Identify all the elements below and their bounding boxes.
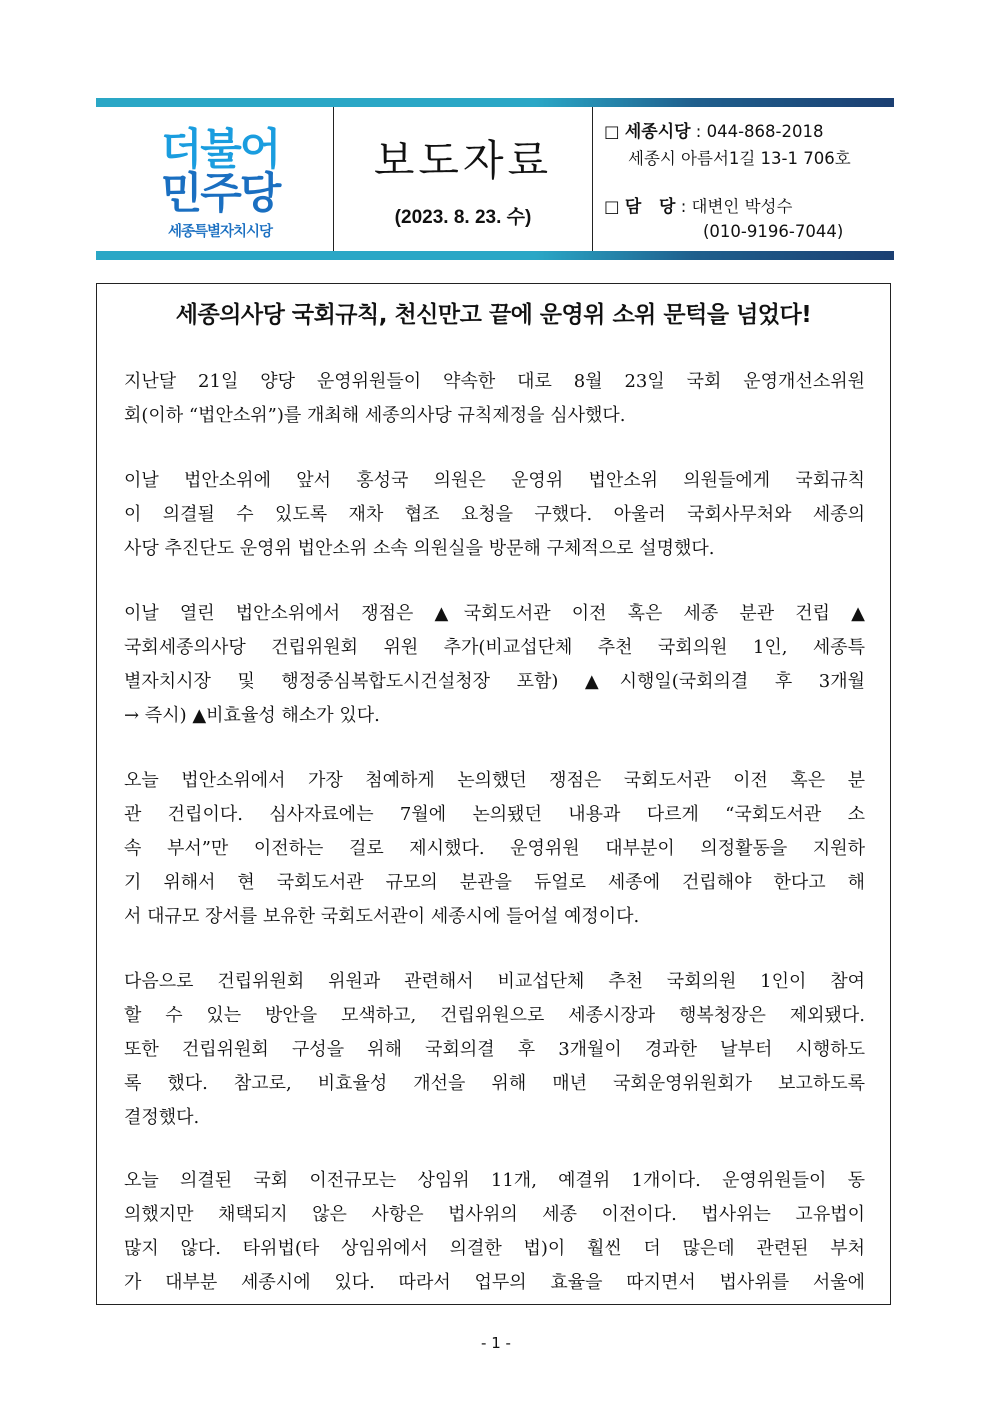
paragraph-line: 록 했다. 참고로, 비효율성 개선을 위해 매년 국회운영위원회가 보고하도록 xyxy=(124,1073,865,1094)
party-logo xyxy=(140,125,300,241)
logo-line-3: 세종특별자치시당 xyxy=(167,224,273,240)
paragraph-line: 오늘 법안소위에서 가장 첨예하게 논의했던 쟁점은 국회도서관 이전 혹은 분 xyxy=(124,770,865,791)
paragraph-line: 많지 않다. 타위법(타 상임위에서 의결한 법)이 훨씬 더 많은데 관련된 부처 xyxy=(124,1238,865,1259)
header-divider xyxy=(592,107,593,251)
paragraph-line: 이 의결될 수 있도록 재차 협조 요청을 구했다. 아울러 국회사무처와 세종의 xyxy=(124,504,865,525)
paragraph-line: 또한 건립위원회 구성을 위해 국회의결 후 3개월이 경과한 날부터 시행하도 xyxy=(124,1039,865,1060)
paragraph-5 xyxy=(124,965,865,1135)
paragraph-1 xyxy=(124,365,865,433)
paragraph-line: 의했지만 채택되지 않은 사항은 법사위의 세종 이전이다. 법사위는 고유법이 xyxy=(124,1204,865,1225)
article-headline: 세종의사당 국회규칙, 천신만고 끝에 운영위 소위 문턱을 넘었다! xyxy=(175,302,812,328)
article-box xyxy=(96,283,891,1305)
paragraph-line: 사당 추진단도 운영위 법안소위 소속 의원실을 방문해 구체적으로 설명했다. xyxy=(124,538,715,559)
contact-phone: : 044-868-2018 xyxy=(695,122,824,141)
paragraph-4 xyxy=(124,764,865,934)
paragraph-line: 지난달 21일 양당 운영위원들이 약속한 대로 8월 23일 국회 운영개선소위원 xyxy=(124,371,865,392)
paragraph-line: 다음으로 건립위원회 위원과 관련해서 비교섭단체 추천 국회의원 1인이 참여 xyxy=(124,971,865,992)
paragraph-line: 결정했다. xyxy=(124,1107,200,1128)
paragraph-6 xyxy=(124,1164,865,1300)
paragraph-line: 서 대규모 장서를 보유한 국회도서관이 세종시에 들어설 예정이다. xyxy=(124,906,640,927)
paragraph-line: 가 대부분 세종시에 있다. 따라서 업무의 효율을 따지면서 법사위를 서울에 xyxy=(124,1272,865,1293)
paragraph-line: 국회세종의사당 건립위원회 위원 추가(비교섭단체 추천 국회의원 1인, 세종특 xyxy=(124,637,865,658)
paragraph-line: 이날 열린 법안소위에서 쟁점은 ▲국회도서관 이전 혹은 세종 분관 건립 ▲ xyxy=(124,603,865,624)
document-title: 보도자료 xyxy=(373,136,553,185)
paragraph-line: → 즉시) ▲비효율성 해소가 있다. xyxy=(124,705,380,726)
paragraph-line: 기 위해서 현 국회도서관 규모의 분관을 듀얼로 세종에 건립해야 한다고 해 xyxy=(124,872,865,893)
paragraph-line: 할 수 있는 방안을 모색하고, 건립위원으로 세종시장과 행복청장은 제외됐다. xyxy=(124,1005,865,1026)
document-date: (2023. 8. 23. 수) xyxy=(394,207,532,228)
page-number: - 1 - xyxy=(481,1334,511,1352)
contact-person-line xyxy=(604,192,792,217)
paragraph-line: 속 부서”만 이전하는 걸로 제시했다. 운영위원 대부분이 의정활동을 지원하 xyxy=(124,838,865,859)
paragraph-line: 회(이하 “법안소위”)를 개최해 세종의사당 규칙제정을 심사했다. xyxy=(124,405,626,426)
header-top-bar xyxy=(96,98,894,107)
contact-org-label: 세종시당 xyxy=(624,122,691,142)
paragraph-line: 오늘 의결된 국회 이전규모는 상임위 11개, 예결위 1개이다. 운영위원들이 동 xyxy=(124,1170,865,1191)
paragraph-2 xyxy=(124,464,865,566)
paragraph-line: 관 건립이다. 심사자료에는 7월에 논의됐던 내용과 다르게 “국회도서관 소 xyxy=(124,804,865,825)
contact-person-label: 담 당 xyxy=(624,197,676,217)
contact-person-phone: (010-9196-7044) xyxy=(703,222,844,241)
checkbox-bullet: □ xyxy=(604,197,620,216)
logo-line-1: 더불어 xyxy=(160,125,280,175)
contact-person: : 대변인 박성수 xyxy=(680,197,793,216)
paragraph-line: 별자치시장 및 행정중심복합도시건설청장 포함) ▲시행일(국회의결 후 3개월 xyxy=(124,671,865,692)
header-bottom-bar xyxy=(96,251,894,260)
paragraph-line: 이날 법안소위에 앞서 홍성국 의원은 운영위 법안소위 의원들에게 국회규칙 xyxy=(124,470,865,491)
paragraph-3 xyxy=(124,597,865,733)
contact-address: 세종시 아름서1길 13-1 706호 xyxy=(628,149,851,168)
checkbox-bullet: □ xyxy=(604,122,620,141)
contact-org-line xyxy=(604,117,824,142)
logo-line-2: 민주당 xyxy=(160,169,280,219)
